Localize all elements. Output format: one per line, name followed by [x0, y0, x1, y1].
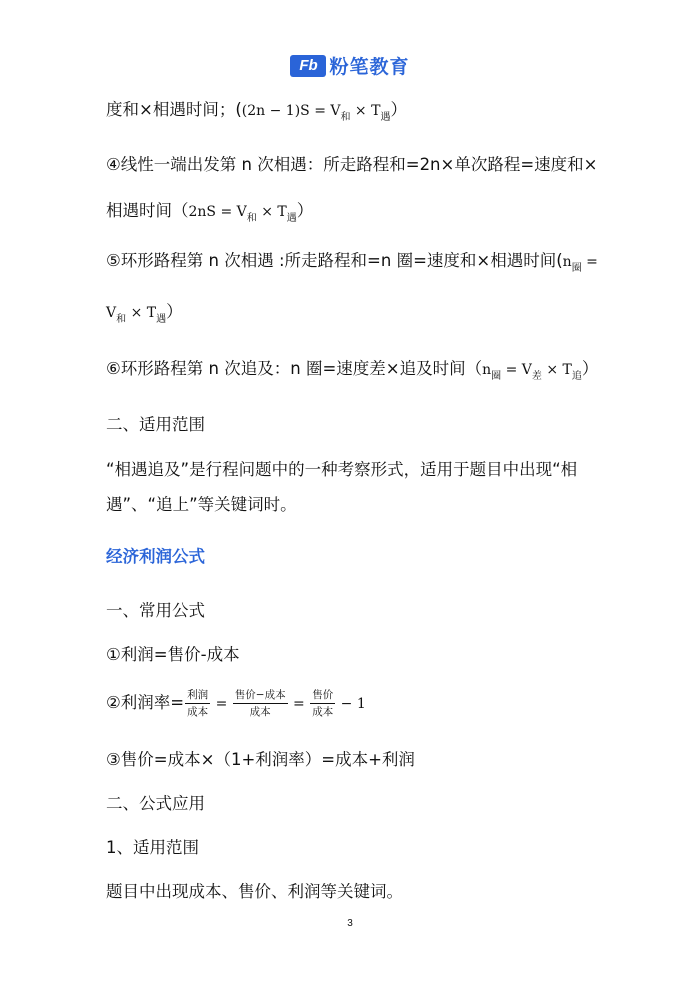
page-number: 3 [347, 918, 353, 929]
brand-name: 粉笔教育 [329, 56, 410, 78]
section-title-application: 二、公式应用 [106, 794, 205, 813]
formula-profit: ①利润=售价-成本 [106, 645, 240, 664]
formula-selling-price: ③售价=成本×（1+利润率）=成本+利润 [106, 750, 415, 769]
text-line-3: 相遇时间$(2nS = V_和 \times T_遇)$ [106, 201, 314, 224]
text-line-4: ⑤环形路程第 n 次相遇 :所走路程和=n 圈=速度和×相遇时间($n_圈$ = [106, 251, 598, 274]
formula: $V_和 \times T_遇$ [106, 305, 167, 325]
subsection-title-scope: 1、适用范围 [106, 838, 199, 857]
section-heading-economic-profit: 经济利润公式 [106, 547, 205, 566]
formula-profit-rate: ②利润率= $\frac{\text{利润}}{\text{成本}}$ = $\frac{\text{售价−成本}}{\text{成本}}$ = $\frac{\text{售价}}{\text{成本}}$ − 1 [106, 689, 366, 718]
text-line-6: ⑥环形路程第 n 次追及：n 圈=速度差×追及时间$(n_圈 = V_差 \times T_追)$ [106, 359, 599, 382]
paragraph-line: 题目中出现成本、售价、利润等关键词。 [106, 882, 403, 901]
section-title-common-formulas: 一、常用公式 [106, 601, 205, 620]
formula: $(2n - 1)S = V_和 \times T_遇$ [241, 103, 391, 123]
section-title-scope: 二、适用范围 [106, 415, 205, 434]
formula: $2nS = V_和 \times T_遇$ [188, 204, 297, 224]
fraction: $\frac{\text{利润}}{\text{成本}}$ [187, 689, 209, 718]
text-line-1: 度和×相遇时间；$((2n - 1)S = V_和 \times T_遇)$ [106, 100, 407, 123]
fraction: $\frac{\text{售价}}{\text{成本}}$ [312, 689, 334, 718]
formula: $n_圈$ = [562, 254, 598, 274]
formula: $n_圈 = V_差 \times T_追$ [482, 362, 582, 382]
text-line-5: $V_和 \times T_遇$） [106, 302, 183, 325]
paragraph-line: 遇”、“追上”等关键词时。 [106, 495, 297, 514]
paragraph-line: “相遇追及”是行程问题中的一种考察形式，适用于题目中出现“相 [106, 460, 578, 479]
brand-logo-icon: Fb [290, 55, 326, 77]
fraction: $\frac{\text{售价−成本}}{\text{成本}}$ [234, 689, 286, 718]
page-header [0, 52, 700, 79]
text-line-2: ④线性一端出发第 n 次相遇：所走路程和=2n×单次路程=速度和× [106, 155, 598, 174]
